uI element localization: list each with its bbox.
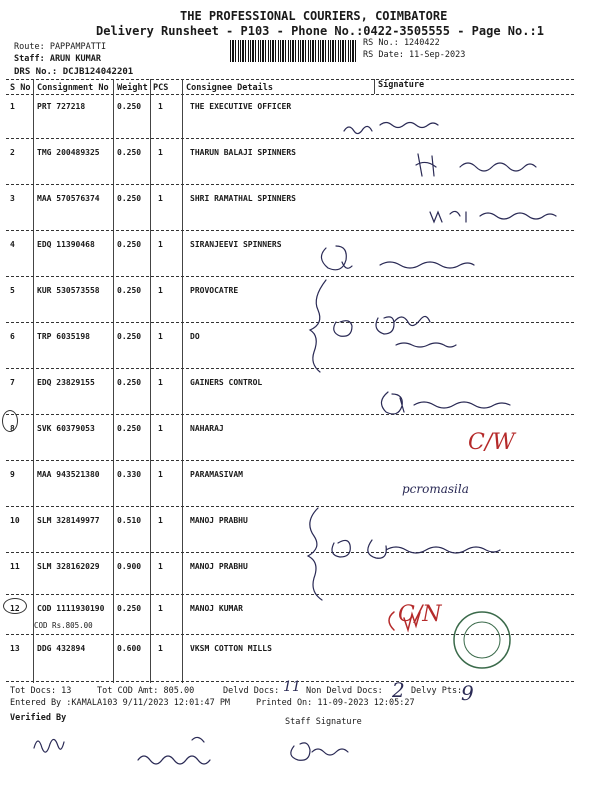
verified-signature-2: [138, 737, 210, 764]
cell-name: THE EXECUTIVE OFFICER: [190, 102, 292, 111]
cell-weight: 0.250: [117, 194, 142, 203]
non-delivered-count-handwritten: 2: [392, 678, 405, 702]
cell-name: DO: [190, 332, 200, 341]
handwritten-cn: C/N: [398, 602, 442, 627]
cell-weight: 0.250: [117, 240, 142, 249]
runsheet-subtitle: Delivery Runsheet - P103 - Phone No.:0422-3505555 - Page No.:1: [96, 24, 544, 38]
col-divider: [182, 79, 183, 683]
cell-weight: 0.330: [117, 470, 142, 479]
cell-sno: 8: [10, 424, 15, 433]
non-delivered-docs: Non Delvd Docs:: [306, 686, 383, 696]
col-pcs: PCS: [153, 83, 169, 93]
table-header-border: [6, 94, 574, 95]
verified-signature: [34, 739, 64, 752]
cell-name: PROVOCATRE: [190, 286, 239, 295]
delivered-count-handwritten: 11: [283, 679, 301, 695]
cell-cons: DDG 432894: [37, 644, 86, 653]
cell-sno: 3: [10, 194, 15, 203]
cell-sno: 10: [10, 516, 20, 525]
cell-sno: 1: [10, 102, 15, 111]
row-divider: [6, 552, 574, 553]
handwritten-pcromasila: pcromasila: [402, 482, 469, 496]
row-divider: [6, 322, 574, 323]
total-docs: Tot Docs: 13: [10, 686, 72, 696]
cell-cons: COD 1111930190: [37, 604, 105, 613]
cell-name: MANOJ KUMAR: [190, 604, 243, 613]
delivery-points: Delvy Pts:: [411, 686, 463, 696]
signature-row1: [344, 123, 438, 134]
cell-name: MANOJ PRABHU: [190, 562, 248, 571]
col-divider: [33, 79, 34, 683]
cell-cons: MAA 943521380: [37, 470, 100, 479]
signature-row3: [430, 211, 556, 222]
row-divider: [6, 594, 574, 595]
row-divider: [6, 460, 574, 461]
staff-signature: [291, 743, 348, 760]
col-divider: [374, 79, 375, 94]
cell-weight: 0.250: [117, 424, 142, 433]
cell-pcs: 1: [158, 332, 163, 341]
cell-name: MANOJ PRABHU: [190, 516, 248, 525]
cell-weight: 0.250: [117, 286, 142, 295]
row-divider: [6, 184, 574, 185]
col-weight: Weight: [117, 83, 148, 93]
cell-name: GAINERS CONTROL: [190, 378, 263, 387]
stamp-circle: [454, 612, 510, 668]
row-divider: [6, 368, 574, 369]
cell-cons: EDQ 11390468: [37, 240, 95, 249]
cell-pcs: 1: [158, 240, 163, 249]
delivered-docs: Delvd Docs:: [223, 686, 280, 696]
drs-number: DRS No.: DCJB124042201: [14, 67, 134, 77]
bracket-row10-11: [308, 508, 322, 600]
cell-weight: 0.250: [117, 148, 142, 157]
cell-pcs: 1: [158, 102, 163, 111]
cell-cons: SLM 328162029: [37, 562, 100, 571]
cell-sno: 13: [10, 644, 20, 653]
row-divider: [6, 506, 574, 507]
cell-name: SIRANJEEVI SPINNERS: [190, 240, 282, 249]
cell-sno: 9: [10, 470, 15, 479]
signature-row4: [321, 246, 474, 270]
cell-pcs: 1: [158, 604, 163, 613]
stamp-inner: [464, 622, 500, 658]
rs-number: RS No.: 1240422: [363, 38, 440, 48]
total-cod-amount: Tot COD Amt: 805.00: [97, 686, 195, 696]
barcode: [230, 40, 356, 62]
cell-cons: MAA 570576374: [37, 194, 100, 203]
cell-name: SHRI RAMATHAL SPINNERS: [190, 194, 296, 203]
cell-weight: 0.250: [117, 332, 142, 341]
cell-pcs: 1: [158, 194, 163, 203]
row-divider: [6, 138, 574, 139]
cell-cons: EDQ 23829155: [37, 378, 95, 387]
cell-pcs: 1: [158, 148, 163, 157]
handwritten-cw: C/W: [468, 430, 515, 455]
table-top-border: [6, 79, 574, 80]
signature-row7: [381, 392, 510, 414]
col-divider: [150, 79, 151, 683]
cell-cons: SLM 328149977: [37, 516, 100, 525]
cell-sno: 6: [10, 332, 15, 341]
col-consignment: Consignment No: [37, 83, 109, 93]
rs-date: RS Date: 11-Sep-2023: [363, 50, 466, 60]
company-title: THE PROFESSIONAL COURIERS, COIMBATORE: [180, 9, 448, 23]
cell-cons: TMG 200489325: [37, 148, 100, 157]
cell-weight: 0.900: [117, 562, 142, 571]
cell-weight: 0.510: [117, 516, 142, 525]
cell-pcs: 1: [158, 470, 163, 479]
cell-weight: 0.250: [117, 604, 142, 613]
cell-cons: TRP 6035198: [37, 332, 90, 341]
cell-weight: 0.250: [117, 378, 142, 387]
row-divider: [6, 634, 574, 635]
staff-label: Staff: ARUN KUMAR: [14, 54, 101, 64]
cell-cons: PRT 727218: [37, 102, 86, 111]
col-divider: [113, 79, 114, 683]
bracket-row5-6: [310, 280, 326, 372]
col-consignee: Consignee Details: [186, 83, 273, 93]
cell-name: THARUN BALAJI SPINNERS: [190, 148, 296, 157]
cell-name: NAHARAJ: [190, 424, 224, 433]
cell-weight: 0.250: [117, 102, 142, 111]
staff-signature-label: Staff Signature: [285, 717, 362, 727]
cell-cons: SVK 60379053: [37, 424, 95, 433]
verified-by-label: Verified By: [10, 713, 67, 723]
cell-name: PARAMASIVAM: [190, 470, 243, 479]
row-divider: [6, 414, 574, 415]
row-divider: [6, 276, 574, 277]
cell-sno: 4: [10, 240, 15, 249]
cell-pcs: 1: [158, 378, 163, 387]
cell-pcs: 1: [158, 562, 163, 571]
signature-row10-11: [332, 540, 500, 558]
cod-note: COD Rs.805.00: [34, 621, 93, 630]
cell-sno: 11: [10, 562, 20, 571]
cell-sno: 5: [10, 286, 15, 295]
signature-row2: [416, 154, 536, 176]
cell-pcs: 1: [158, 424, 163, 433]
cell-pcs: 1: [158, 286, 163, 295]
cell-pcs: 1: [158, 516, 163, 525]
cell-pcs: 1: [158, 644, 163, 653]
cell-cons: KUR 530573558: [37, 286, 100, 295]
route-label: Route: PAPPAMPATTI: [14, 42, 107, 52]
entered-by: Entered By :KAMALA103 9/11/2023 12:01:47 PM: [10, 698, 231, 708]
cell-name: VKSM COTTON MILLS: [190, 644, 272, 653]
cell-weight: 0.600: [117, 644, 142, 653]
printed-on: Printed On: 11-09-2023 12:05:27: [256, 698, 415, 708]
col-signature: Signature: [378, 80, 425, 90]
delivery-points-handwritten: 9: [461, 681, 474, 705]
cell-sno: 12: [10, 604, 20, 613]
cell-sno: 7: [10, 378, 15, 387]
cell-sno: 2: [10, 148, 15, 157]
row-divider: [6, 230, 574, 231]
col-sno: S No: [10, 83, 31, 93]
